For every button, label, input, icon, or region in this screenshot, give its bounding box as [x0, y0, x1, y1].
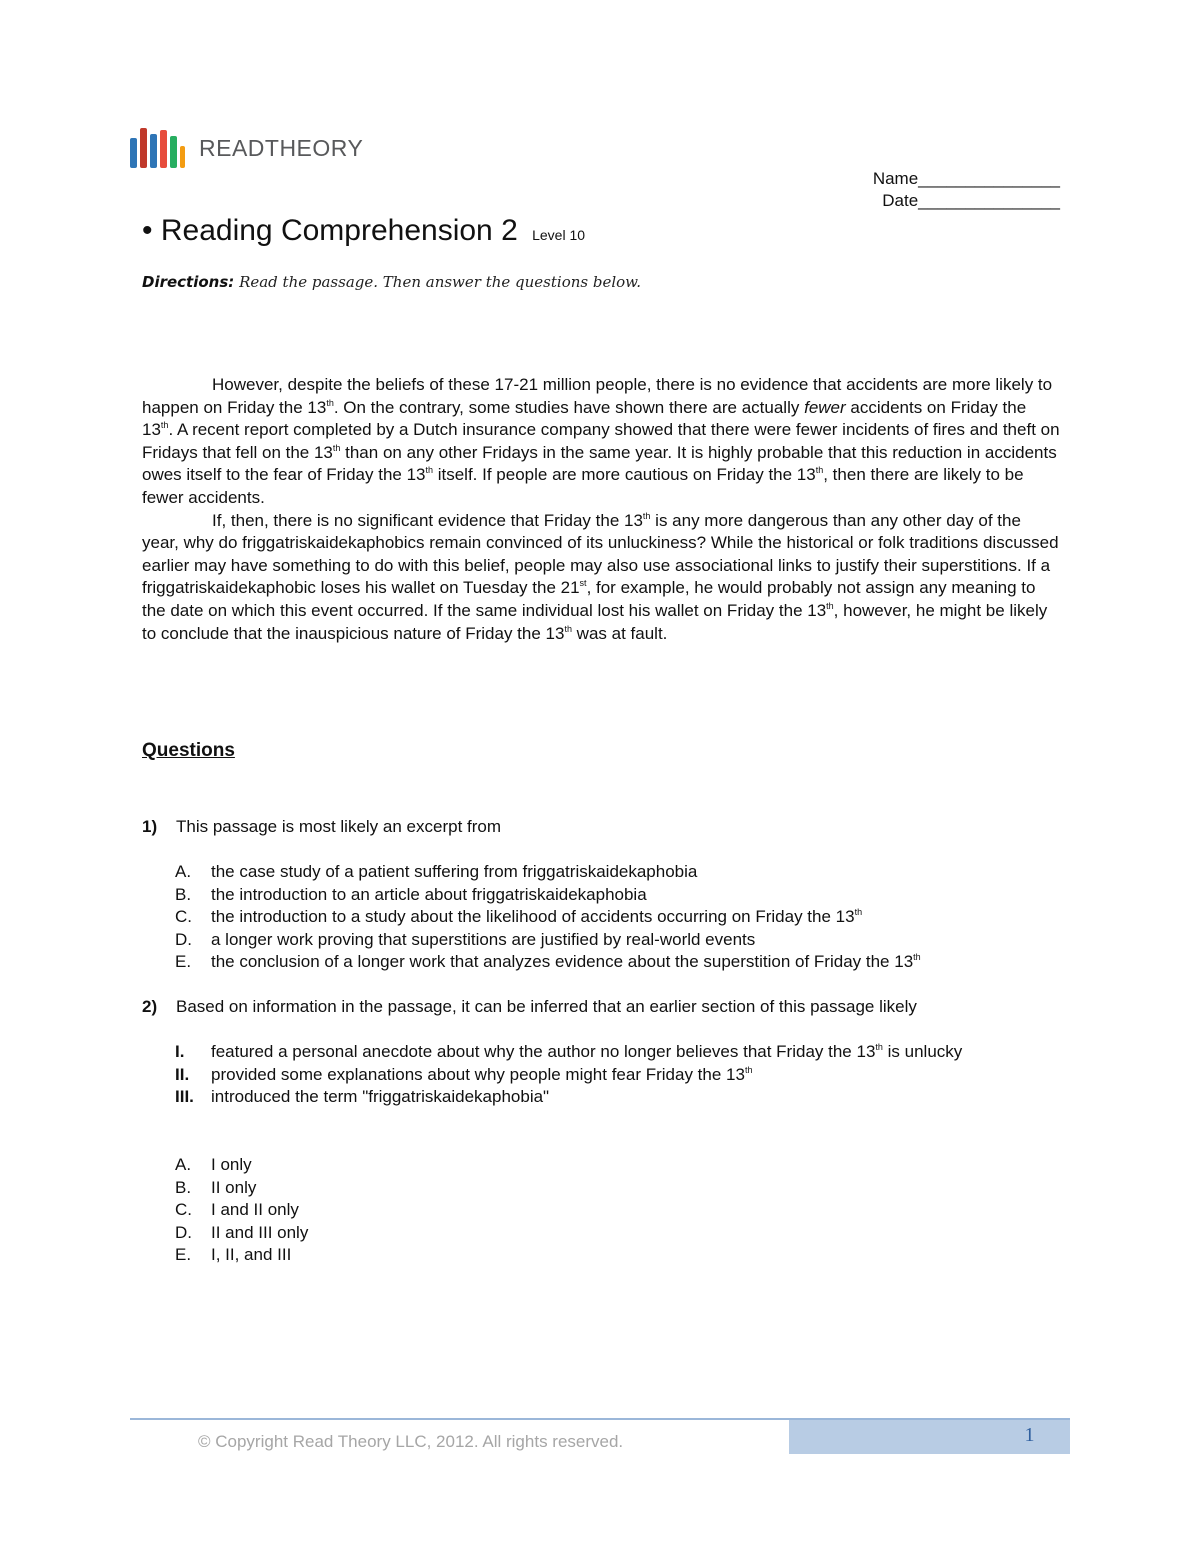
superscript: th	[854, 907, 863, 918]
statement	[175, 1086, 1055, 1109]
option-text: I only	[211, 1155, 252, 1174]
superscript: th	[815, 465, 824, 476]
brand-name: READTHEORY	[199, 134, 364, 161]
option-key: D.	[175, 929, 192, 949]
question-2-options	[175, 1154, 1055, 1267]
option-key: B.	[175, 1177, 192, 1197]
superscript: th	[332, 442, 341, 453]
superscript: th	[744, 1064, 753, 1075]
emphasis-word: fewer	[804, 397, 846, 417]
superscript: th	[875, 1042, 883, 1052]
bookshelf-logo-icon	[130, 128, 185, 168]
name-field: Name_______________	[872, 169, 1060, 188]
superscript: th	[425, 465, 433, 476]
superscript: th	[642, 510, 651, 521]
answer-option[interactable]	[175, 929, 1055, 952]
question-number: 1)	[142, 817, 158, 836]
logo-bar	[130, 138, 137, 168]
option-text: I and II only	[211, 1200, 299, 1220]
superscript: th	[160, 420, 169, 431]
passage-text: However, despite the beliefs of these 17-21 million people, there is no evidence that accidents are more likely to happen on Friday the 13	[142, 375, 1053, 417]
superscript: th	[564, 623, 572, 634]
superscript: st	[579, 578, 587, 589]
answer-option[interactable]	[175, 1199, 1055, 1222]
answer-option[interactable]	[175, 1222, 1055, 1245]
option-text: II and III only	[211, 1222, 309, 1242]
passage-text: than on any other Fridays in the same year. It is highly probable that this reduction in accidents owes itself to the fear of Friday the 13	[142, 442, 1057, 485]
directions-label: Directions:	[142, 273, 235, 291]
answer-option[interactable]	[175, 951, 1055, 974]
passage-text: itself. If people are more cautious on Friday the 13	[433, 465, 816, 485]
superscript: th	[913, 952, 921, 963]
option-text: II only	[211, 1177, 257, 1197]
passage-text: , then there are likely to be fewer accidents.	[142, 465, 1024, 507]
option-text: the introduction to a study about the likelihood of accidents occurring on Friday the 13	[211, 907, 855, 927]
directions-text: Read the passage. Then answer the questions below.	[239, 273, 641, 291]
superscript: th	[826, 600, 834, 611]
logo-bar	[140, 128, 147, 168]
question-1-options	[175, 861, 1055, 974]
statement	[175, 1064, 1055, 1087]
answer-option[interactable]	[175, 1177, 1055, 1200]
page-number-box	[789, 1420, 1070, 1454]
statement-text: featured a personal anecdote about why the author no longer believes that Friday the 13	[211, 1042, 876, 1061]
logo-bar	[180, 146, 185, 168]
answer-option[interactable]	[175, 884, 1055, 907]
answer-option[interactable]	[175, 861, 1055, 884]
option-text: the case study of a patient suffering from friggatriskaidekaphobia	[211, 862, 698, 881]
option-text: the introduction to an article about friggatriskaidekaphobia	[211, 884, 647, 904]
option-key: A.	[175, 1155, 192, 1174]
option-text: I, II, and III	[211, 1245, 292, 1265]
passage-paragraph-2	[142, 510, 1062, 646]
statement-text: is unlucky	[882, 1042, 963, 1061]
superscript: th	[326, 397, 334, 408]
statement-text: provided some explanations about why people might fear Friday the 13	[211, 1064, 745, 1084]
question-number: 2)	[142, 997, 158, 1016]
page-number: 1	[1024, 1424, 1035, 1446]
passage-text: . On the contrary, some studies have shown there are actually	[333, 397, 805, 417]
reading-passage	[142, 374, 1062, 645]
statement-text: introduced the term "friggatriskaidekaphobia"	[211, 1087, 550, 1107]
answer-option[interactable]	[175, 906, 1055, 929]
option-key: E.	[175, 952, 192, 972]
logo-bar	[160, 130, 167, 168]
copyright-notice: © Copyright Read Theory LLC, 2012. All rights reserved.	[198, 1432, 624, 1451]
title-bullet: •	[142, 214, 153, 247]
answer-option[interactable]	[175, 1244, 1055, 1267]
option-key: A.	[175, 862, 192, 881]
option-text: a longer work proving that superstitions are justified by real-world events	[211, 929, 756, 949]
option-key: B.	[175, 884, 192, 904]
passage-text: . A recent report completed by a Dutch insurance company showed that there were fewer incidents of fires and theft on Fridays that fell on the 13	[142, 420, 1060, 462]
statement	[175, 1041, 1055, 1064]
passage-text: If, then, there is no significant evidence that Friday the 13	[212, 510, 643, 530]
passage-paragraph-1	[142, 374, 1062, 510]
title-text: Reading Comprehension 2	[160, 214, 518, 247]
page-title	[142, 214, 585, 248]
logo-bar	[170, 136, 177, 168]
readtheory-logo	[130, 126, 363, 170]
statement-key: II.	[175, 1064, 190, 1084]
passage-text: accidents on Friday the 13	[142, 397, 1027, 440]
option-key: C.	[175, 907, 192, 927]
question-stem: Based on information in the passage, it can be inferred that an earlier section of this passage likely	[176, 997, 917, 1016]
passage-text: , however, he might be likely to conclude that the inauspicious nature of Friday the 13	[142, 600, 1048, 643]
date-field: Date_______________	[882, 191, 1060, 210]
statement-key: III.	[175, 1087, 194, 1107]
passage-text: , for example, he would probably not assign any meaning to the date on which this event occurred. If the same individual lost his wallet on Friday the 13	[142, 578, 1036, 620]
logo-bar	[150, 134, 157, 168]
questions-heading: Questions	[142, 740, 235, 761]
question-2	[142, 996, 1062, 1019]
answer-option[interactable]	[175, 1154, 1055, 1177]
option-key: D.	[175, 1222, 192, 1242]
question-1	[142, 816, 1062, 839]
directions	[142, 273, 641, 291]
option-key: E.	[175, 1245, 192, 1265]
statement-key: I.	[175, 1042, 185, 1061]
level-label: Level 10	[532, 227, 586, 243]
question-stem: This passage is most likely an excerpt from	[176, 817, 502, 836]
name-date-fields	[873, 168, 1060, 212]
question-2-statements	[175, 1041, 1055, 1109]
passage-text: was at fault.	[571, 623, 668, 643]
option-key: C.	[175, 1200, 192, 1220]
passage-text: is any more dangerous than any other day of the year, why do friggatriskaidekaphobics remain convinced of its unluckiness? While the historical or folk traditions discussed earlier may have something to do with this belief, people may also use associational links to justify their superstitions. If a friggatriskaidekaphobic loses his wallet on Tuesday the 21	[142, 510, 1059, 598]
option-text: the conclusion of a longer work that analyzes evidence about the superstition of Friday the 13	[211, 952, 914, 972]
